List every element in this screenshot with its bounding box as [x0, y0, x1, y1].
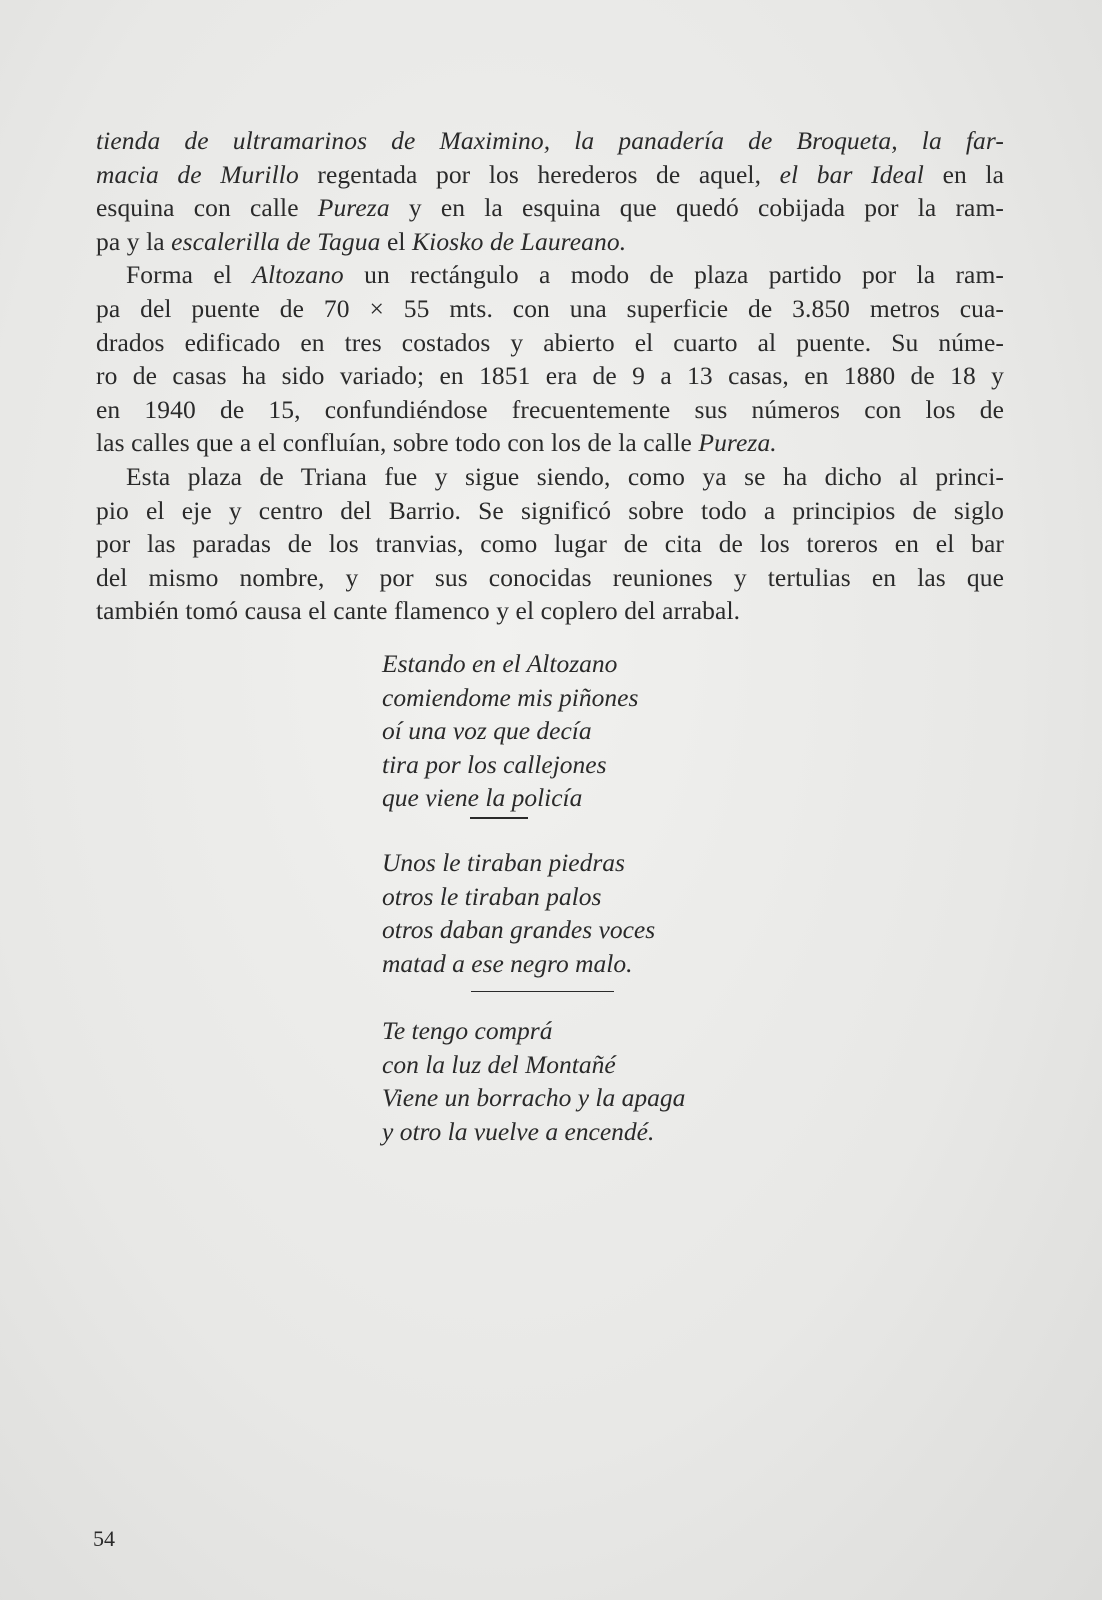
- text-line: pa del puente de 70 × 55 mts. con una superficie de 3.850 metros cua-: [96, 293, 1004, 323]
- verse-line: Te tengo comprá: [382, 1016, 553, 1045]
- text-line: tienda de ultramarinos de Maximino, la panadería de Broqueta, la far-: [96, 126, 1004, 155]
- text-line: las calles que a el confluían, sobre todo con los de la calle Pureza.: [96, 428, 777, 458]
- body-text: [96, 124, 1004, 628]
- text-line: esquina con calle Pureza y en la esquina que quedó cobijada por la ram-: [96, 193, 1004, 223]
- text-line: pio el eje y centro del Barrio. Se significó sobre todo a principios de siglo: [96, 495, 1004, 525]
- text-line: macia de Murillo regentada por los herederos de aquel, el bar Ideal en la: [96, 159, 1004, 189]
- verse-line: comiendome mis piñones: [382, 682, 639, 712]
- verse-1: [382, 647, 638, 815]
- paragraph-1: [96, 124, 1004, 258]
- verse-line: con la luz del Montañé: [382, 1049, 616, 1079]
- verse-line: matad a ese negro malo.: [382, 948, 633, 978]
- divider: [471, 991, 614, 992]
- verse-line: otros le tiraban palos: [382, 881, 602, 911]
- verse-line: tira por los callejones: [382, 749, 607, 779]
- verse-line: Unos le tiraban piedras: [382, 848, 625, 877]
- short-divider: [470, 817, 528, 819]
- text-line: ro de casas ha sido variado; en 1851 era de 9 a 13 casas, en 1880 de 18 y: [96, 361, 1004, 391]
- verse-line: otros daban grandes voces: [382, 915, 656, 945]
- verse-line: que viene la policía: [382, 783, 583, 813]
- verse-line: Viene un borracho y la apaga: [382, 1083, 686, 1113]
- text-line: drados edificado en tres costados y abierto el cuarto al puente. Su núme-: [96, 327, 1004, 357]
- verse-3: [382, 1014, 685, 1148]
- paragraph-3: [96, 460, 1004, 628]
- verse-line: oí una voz que decía: [382, 716, 592, 746]
- paragraph-2: [96, 258, 1004, 460]
- text-line: del mismo nombre, y por sus conocidas reuniones y tertulias en las que: [96, 562, 1004, 592]
- verse-line: Estando en el Altozano: [382, 649, 618, 678]
- text-line: también tomó causa el cante flamenco y el coplero del arrabal.: [96, 596, 741, 626]
- text-line: en 1940 de 15, confundiéndose frecuentemente sus números con los de: [96, 394, 1004, 424]
- text-line: Forma el Altozano un rectángulo a modo de plaza partido por la ram-: [126, 260, 1004, 290]
- text-line: Esta plaza de Triana fue y sigue siendo, como ya se ha dicho al princi-: [126, 461, 1004, 491]
- text-line: pa y la escalerilla de Tagua el Kiosko de Laureano.: [96, 226, 627, 256]
- verse-2: [382, 846, 655, 980]
- verse-line: y otro la vuelve a encendé.: [382, 1116, 655, 1146]
- text-line: por las paradas de los tranvias, como lugar de cita de los toreros en el bar: [96, 529, 1004, 559]
- page-number: 54: [93, 1526, 115, 1551]
